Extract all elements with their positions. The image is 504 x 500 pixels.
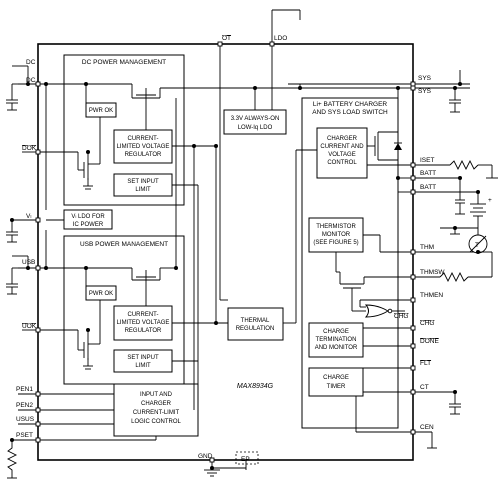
pin-ldo-label: LDO	[274, 35, 288, 42]
charger-title-line1: Li+ BATTERY CHARGER	[312, 101, 388, 108]
dc-set-input-line2: LIMIT	[135, 187, 151, 193]
pin-ep-label: EP	[241, 456, 250, 463]
pin-ct-label: CT	[420, 384, 429, 391]
pin-vl-label: Vₗ	[26, 213, 32, 220]
usb-creg-line2: LIMITED VOLTAGE	[116, 320, 170, 326]
dc-set-input-line1: SET INPUT	[127, 179, 159, 185]
pin-sys-label-1: SYS	[418, 75, 432, 82]
charger-ctrl-line1: CHARGER	[326, 136, 358, 142]
pin-thmsw-label: THMSW	[420, 269, 445, 276]
pin-usus-label: USUS	[16, 416, 35, 423]
thermal-line2: REGULATION	[235, 326, 275, 332]
logic-line4: LOGIC CONTROL	[131, 419, 181, 425]
usb-creg-line1: CURRENT-	[127, 312, 159, 318]
pin-flt-label: FLT	[420, 360, 432, 367]
logic-line2: CHARGER	[140, 401, 172, 407]
dc-creg-line3: REGULATOR	[124, 152, 162, 158]
vl-ldo-line1: Vₗ LDO FOR	[71, 214, 105, 220]
pin-dc-label-2: DC	[26, 77, 36, 84]
pin-pen2-label: PEN2	[16, 402, 33, 409]
logic-line3: CURRENT-LIMIT	[132, 410, 180, 416]
pin-pset-label: PSET	[16, 432, 33, 439]
ldo-line1: 3.3V ALWAYS-ON	[230, 116, 280, 122]
battery-plus-label: +	[488, 197, 492, 204]
dc-power-title: DC POWER MANAGEMENT	[81, 59, 167, 66]
charger-ctrl-line4: CONTROL	[327, 160, 357, 166]
usb-set-input-line1: SET INPUT	[127, 355, 159, 361]
pin-done-label: DONE	[420, 338, 439, 345]
thermistor-line3: (SEE FIGURE 5)	[313, 240, 359, 246]
pin-thm-label: THM	[420, 244, 435, 251]
ldo-line2: LOW-Iq LDO	[237, 125, 273, 131]
charge-term-line3: AND MONITOR	[314, 345, 358, 351]
thermistor-line2: MONITOR	[321, 232, 351, 238]
pin-sys-label-2: SYS	[418, 88, 432, 95]
dc-creg-line1: CURRENT-	[127, 136, 159, 142]
part-number-label: MAX8934G	[236, 383, 274, 390]
thermal-regulation-block	[228, 308, 283, 340]
pin-ot-label: OT	[222, 35, 232, 42]
pin-chg-label: CHG	[420, 320, 435, 327]
usb-power-title: USB POWER MANAGEMENT	[79, 241, 169, 248]
pin-usb-label: USB	[22, 259, 36, 266]
pin-cen-label: CEN	[420, 424, 434, 431]
pin-batt-label-2: BATT	[420, 184, 437, 191]
thermistor-t-label: T	[475, 242, 479, 249]
gate-bubble	[388, 309, 392, 313]
pin-pen1-label: PEN1	[16, 386, 33, 393]
charge-timer-block	[309, 368, 363, 396]
pin-dok-label: DOK	[22, 145, 37, 152]
pin-uok-label: UOK	[22, 323, 37, 330]
charge-timer-line2: TIMER	[326, 384, 346, 390]
pin-gnd-label: GND	[198, 453, 213, 460]
usb-set-input-line2: LIMIT	[135, 363, 151, 369]
charger-ctrl-line2: CURRENT AND	[320, 144, 364, 150]
pin-batt-label-1: BATT	[420, 170, 437, 177]
charge-timer-line1: CHARGE	[323, 375, 349, 381]
logic-line1: INPUT AND	[140, 392, 172, 398]
charger-title-line2: AND SYS LOAD SWITCH	[312, 109, 388, 116]
charger-ctrl-line3: VOLTAGE	[328, 152, 356, 158]
vl-ldo-line2: IC POWER	[72, 222, 104, 228]
usb-pwr-ok-label: PWR OK	[88, 291, 114, 297]
thermal-line1: THERMAL	[240, 318, 270, 324]
dc-creg-line2: LIMITED VOLTAGE	[116, 144, 170, 150]
pin-dc-label-1: DC	[26, 59, 36, 66]
pin-thmen-label: THMEN	[420, 292, 444, 299]
usb-creg-line3: REGULATOR	[124, 328, 162, 334]
pin-iset-label: ISET	[420, 157, 435, 164]
thermistor-line1: THERMISTOR	[316, 224, 356, 230]
charge-term-line1: CHARGE	[323, 329, 349, 335]
chg-gate-label: CHG	[394, 313, 409, 320]
dc-pwr-ok-label: PWR OK	[88, 108, 114, 114]
charge-term-line2: TERMINATION	[315, 337, 357, 343]
